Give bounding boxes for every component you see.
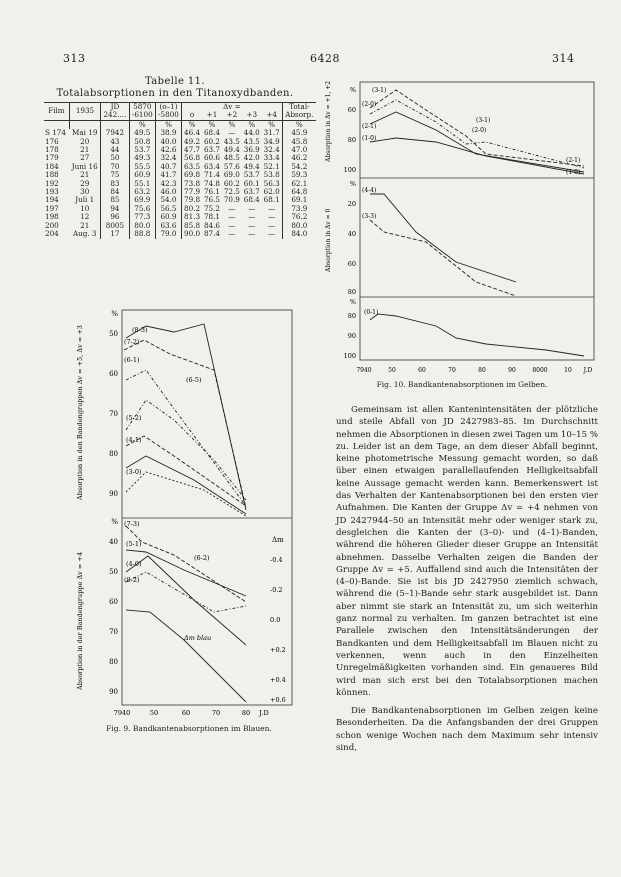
table-cell: 62.1 xyxy=(291,178,308,188)
table-cell: 200 xyxy=(45,220,59,230)
table-cell: Juni 16 xyxy=(69,163,100,171)
table-cell: 32.4 xyxy=(155,154,181,162)
table-cell: 36.9 xyxy=(243,145,260,155)
paragraph: Die Bandkantenabsorptionen im Gelben zeigen keine Besonderheiten. Da die Anfangsbanden der drei Gruppen schon wenige Wochen nach dem Maximum sehr intensiv sind, xyxy=(336,706,598,754)
table-cell: 84.0 xyxy=(291,229,308,239)
fig9-lower-ytick: 70 xyxy=(109,628,118,636)
fig10-xtick: J.D xyxy=(583,367,593,374)
table-cell: 87.4 xyxy=(203,229,220,239)
fig10-series-label: (3-3) xyxy=(362,213,377,220)
table-cell: 21 xyxy=(69,171,100,179)
table-cell: — xyxy=(228,128,236,138)
table-cell: 188 xyxy=(45,170,59,180)
table-cell: Mai 19 xyxy=(69,129,100,137)
table-cell: 74.8 xyxy=(203,178,220,188)
table-cell: 49.4 xyxy=(243,161,260,171)
fig9-right-label: Δm xyxy=(272,536,284,544)
table-cell: — xyxy=(262,213,282,221)
fig10-xtick: 10 xyxy=(564,367,572,374)
table-cell: 81.3 xyxy=(184,212,201,222)
unit: % xyxy=(188,119,196,129)
table-cell: 34.9 xyxy=(262,138,282,146)
fig9-right-tick: 0.0 xyxy=(270,616,281,624)
table-cell: 73.8 xyxy=(184,178,201,188)
fig10-series-label: (2-1) xyxy=(566,157,581,164)
table-cell: 45.8 xyxy=(291,136,308,146)
table-cell: — xyxy=(262,205,282,213)
unit: % xyxy=(295,119,303,129)
table-cell: 46.2 xyxy=(291,153,308,163)
fig9-caption: Fig. 9. Bandkantenabsorptionen im Blauen. xyxy=(106,724,272,733)
fig9-series-label: (5-1) xyxy=(126,540,142,548)
col-dv-2: +2 xyxy=(222,111,242,120)
col-jd-sub: 242.... xyxy=(101,111,130,120)
unit: % xyxy=(155,120,181,129)
fig10-series-label: (2-1) xyxy=(362,123,377,130)
table-cell: 49.2 xyxy=(184,136,201,146)
page-number-center: 6428 xyxy=(310,52,340,65)
table-cell: 84.6 xyxy=(203,220,220,230)
table-cell: 178 xyxy=(45,145,59,155)
col-dv-0: o xyxy=(182,111,202,120)
fig9-upper-ytick: 90 xyxy=(109,490,118,498)
table-cell: 53.7 xyxy=(129,146,155,154)
fig10-caption: Fig. 10. Bandkantenabsorptionen im Gelben. xyxy=(376,380,548,389)
table-cell: — xyxy=(248,212,256,222)
fig10-ytick: % xyxy=(349,298,356,306)
fig10-ytick: 100 xyxy=(343,166,356,174)
fig9-lower-ytick: % xyxy=(111,518,118,526)
table-cell: 76.5 xyxy=(203,195,220,205)
table-cell: 69.0 xyxy=(223,170,240,180)
table-cell: 71.4 xyxy=(203,170,220,180)
table-cell: 70.9 xyxy=(223,195,240,205)
table-cell: 85.8 xyxy=(184,220,201,230)
table-cell: 60.6 xyxy=(203,153,220,163)
fig9-xtick: 60 xyxy=(181,709,191,717)
table-cell: 8005 xyxy=(101,222,130,230)
table-cell: — xyxy=(248,203,256,213)
table-cell: 78.1 xyxy=(203,212,220,222)
table-cell: 55.1 xyxy=(129,180,155,188)
table-cell: 63.4 xyxy=(203,161,220,171)
fig10-ytick: 20 xyxy=(347,200,356,208)
col-5870-sub: -6100 xyxy=(129,111,155,120)
table-cell: 44 xyxy=(101,146,130,154)
page-number-left: 313 xyxy=(63,52,86,65)
fig9-xtick: 80 xyxy=(241,709,251,717)
fig9-series-label: (8-3) xyxy=(132,326,148,334)
fig9-series-label: (7-3) xyxy=(124,520,140,528)
table-cell: 63.7 xyxy=(243,187,260,197)
fig10-ytick: % xyxy=(349,180,356,188)
fig10-xtick: 8000 xyxy=(532,367,548,374)
fig10-ytick: 80 xyxy=(347,136,356,144)
fig9-xtick: 7940 xyxy=(113,709,131,717)
fig9-upper-ytick: 60 xyxy=(109,370,118,378)
table-cell: 27 xyxy=(69,154,100,162)
table-cell: 69.1 xyxy=(291,195,308,205)
table-cell: 56.3 xyxy=(262,180,282,188)
fig9-upper-ylabel: Absorption in den Bandengruppen Δv = +5, Δv = +3 xyxy=(76,325,84,500)
table-cell: 80.0 xyxy=(129,222,155,230)
col-dv: Δv = xyxy=(182,103,283,112)
fig9-series-label: (4-1) xyxy=(126,436,142,444)
table-cell: 68.1 xyxy=(262,196,282,204)
table-cell: — xyxy=(228,212,236,222)
figure-10 xyxy=(326,82,598,380)
col-jd: JD xyxy=(101,103,130,112)
table-cell: 68.4 xyxy=(203,128,220,138)
col-dv-1: +1 xyxy=(202,111,222,120)
table-cell: 76.1 xyxy=(203,187,220,197)
fig9-upper-ytick: 50 xyxy=(109,330,118,338)
table-cell: 21 xyxy=(69,222,100,230)
fig9-xtick: J.D xyxy=(259,709,269,717)
table-cell: 76.2 xyxy=(291,212,308,222)
table-title: Tabelle 11. xyxy=(145,76,205,87)
table-cell: 63.7 xyxy=(203,145,220,155)
table-cell: 192 xyxy=(45,178,59,188)
absorption-table xyxy=(44,102,316,239)
table-cell: 41.7 xyxy=(155,171,181,179)
fig10-ytick: % xyxy=(349,86,356,94)
table-cell: 60.1 xyxy=(243,178,260,188)
table-cell: 43 xyxy=(101,138,130,146)
unit: % xyxy=(248,119,256,129)
table-cell: 59.3 xyxy=(291,170,308,180)
table-cell: 42.3 xyxy=(155,180,181,188)
table-cell: 204 xyxy=(45,229,59,239)
table-cell: 40.0 xyxy=(155,138,181,146)
table-cell: 45.9 xyxy=(291,128,308,138)
table-cell: 46.4 xyxy=(184,128,201,138)
fig9-series-label: (6-1) xyxy=(124,356,140,364)
table-cell: 198 xyxy=(45,212,59,222)
table-cell: 43.5 xyxy=(223,136,240,146)
fig10-ytick: 40 xyxy=(347,230,356,238)
table-cell: 75.2 xyxy=(203,203,220,213)
table-cell: 84 xyxy=(101,188,130,196)
table-cell: 90.0 xyxy=(184,229,201,239)
table-cell: 56.5 xyxy=(155,205,181,213)
fig9-xtick: 50 xyxy=(149,709,159,717)
table-cell: 69.8 xyxy=(184,170,201,180)
fig9-upper-ytick: 70 xyxy=(109,410,118,418)
unit: % xyxy=(228,119,236,129)
fig10-ytick: 60 xyxy=(347,260,356,268)
unit: % xyxy=(208,119,216,129)
table-cell: 31.7 xyxy=(262,129,282,137)
table-cell: 83 xyxy=(101,180,130,188)
fig9-xtick: 70 xyxy=(211,709,221,717)
table-cell: 75 xyxy=(101,171,130,179)
fig9-right-tick: -0.4 xyxy=(270,556,283,564)
table-cell: — xyxy=(228,220,236,230)
table-cell: 38.9 xyxy=(155,129,181,137)
fig9-series-label: (3-0) xyxy=(126,468,142,476)
fig10-series-label: (3-1) xyxy=(476,117,491,124)
table-cell: 44.0 xyxy=(243,128,260,138)
figure-9 xyxy=(74,310,304,720)
table-cell: 7942 xyxy=(101,129,130,137)
fig9-lower-ytick: 80 xyxy=(109,658,118,666)
table-cell: 52.1 xyxy=(262,163,282,171)
fig10-series-label: (4-4) xyxy=(362,187,377,194)
col-total: Total- xyxy=(289,102,310,111)
table-cell: 29 xyxy=(69,180,100,188)
unit: % xyxy=(262,120,282,129)
table-cell: 60.2 xyxy=(203,136,220,146)
table-cell: 193 xyxy=(45,187,59,197)
table-cell: — xyxy=(262,230,282,238)
table-cell: — xyxy=(248,229,256,239)
col-dv-3: +3 xyxy=(242,111,262,120)
fig9-lower-ytick: 90 xyxy=(109,688,118,696)
col-5870: 5870 xyxy=(129,103,155,112)
fig9-upper-ytick: % xyxy=(111,310,118,318)
table-cell: 47.7 xyxy=(184,145,201,155)
table-cell: 176 xyxy=(45,136,59,146)
fig9-lower-ytick: 50 xyxy=(109,568,118,576)
fig10-series-label: (1-0) xyxy=(566,169,581,176)
body-text xyxy=(336,404,598,754)
table-cell: 88.8 xyxy=(129,230,155,238)
fig10-ytick: 60 xyxy=(347,106,356,114)
table-cell: 79.8 xyxy=(184,195,201,205)
fig10-series-label: (2-0) xyxy=(362,101,377,108)
fig10-xtick: 50 xyxy=(388,367,396,374)
table-cell: 30 xyxy=(69,188,100,196)
fig9-series-label: (7-2) xyxy=(124,338,140,346)
fig10-series-label: (3-1) xyxy=(372,87,387,94)
fig10-series-label: (0-1) xyxy=(364,309,379,316)
table-cell: 194 xyxy=(45,195,59,205)
table-cell: Aug. 3 xyxy=(69,230,100,238)
table-cell: 12 xyxy=(69,213,100,221)
table-cell: 60.9 xyxy=(155,213,181,221)
table-cell: 56.8 xyxy=(184,153,201,163)
table-cell: 179 xyxy=(45,153,59,163)
table-cell: 32.4 xyxy=(262,146,282,154)
table-cell: 70 xyxy=(101,163,130,171)
col-year: 1935 xyxy=(69,103,100,121)
table-cell: 42.6 xyxy=(155,146,181,154)
fig10-xtick: 60 xyxy=(418,367,426,374)
table-cell: 77.3 xyxy=(129,213,155,221)
table-cell: 53.7 xyxy=(243,170,260,180)
table-cell: 53.8 xyxy=(262,171,282,179)
col-dv-4: +4 xyxy=(262,111,282,120)
table-cell: 49.4 xyxy=(223,145,240,155)
table-cell: 63.6 xyxy=(155,222,181,230)
table-cell: 77.9 xyxy=(184,187,201,197)
table-cell: 46.0 xyxy=(155,188,181,196)
table-cell: 40.7 xyxy=(155,163,181,171)
col-total-sub: Absorp. xyxy=(282,111,316,120)
table-cell: 54.2 xyxy=(291,161,308,171)
fig9-right-tick: +0.4 xyxy=(270,676,286,684)
table-cell: S 174 xyxy=(45,128,66,138)
table-cell: — xyxy=(262,222,282,230)
table-cell: 47.0 xyxy=(291,145,308,155)
table-cell: Juli 1 xyxy=(69,196,100,204)
table-cell: 63.5 xyxy=(184,161,201,171)
fig9-right-tick: +0.6 xyxy=(270,696,286,704)
fig10-ytick: 100 xyxy=(343,352,356,360)
fig9-lower-ytick: 40 xyxy=(109,538,118,546)
fig9-right-tick: -0.2 xyxy=(270,586,283,594)
table-cell: — xyxy=(228,203,236,213)
table-cell: 75.6 xyxy=(129,205,155,213)
fig10-series-label: (2-0) xyxy=(472,127,487,134)
fig10-series-label: (1-0) xyxy=(362,135,377,142)
fig10-xtick: 90 xyxy=(508,367,516,374)
col-o1-sub: -5800 xyxy=(155,111,181,120)
table-cell: 42.0 xyxy=(243,153,260,163)
table-cell: 43.5 xyxy=(243,136,260,146)
fig10-xtick: 80 xyxy=(478,367,486,374)
table-cell: 49.3 xyxy=(129,154,155,162)
table-cell: 69.9 xyxy=(129,196,155,204)
fig10-panel1-ylabel: Absorption in Δv = +1, +2 xyxy=(325,80,332,162)
table-cell: 20 xyxy=(69,138,100,146)
table-subtitle: Totalabsorptionen in den Titanoxydbanden. xyxy=(56,88,294,99)
table-cell: 72.5 xyxy=(223,187,240,197)
table-row xyxy=(44,230,316,238)
fig10-ytick: 90 xyxy=(347,332,356,340)
table-cell: 80.0 xyxy=(291,220,308,230)
table-cell: 60.9 xyxy=(129,171,155,179)
fig9-series-label: (6-5) xyxy=(186,376,202,384)
fig9-series-label: (5-2) xyxy=(126,414,142,422)
unit: % xyxy=(129,120,155,129)
table-cell: 55.5 xyxy=(129,163,155,171)
fig10-ytick: 80 xyxy=(347,312,356,320)
fig10-ytick: 80 xyxy=(347,288,356,296)
table-cell: 73.9 xyxy=(291,203,308,213)
fig9-upper-ytick: 80 xyxy=(109,450,118,458)
fig9-lower-ylabel: Absorption in der Bandengruppe Δv = +4 xyxy=(76,552,84,690)
table-cell: 96 xyxy=(101,213,130,221)
table-cell: — xyxy=(228,229,236,239)
table-cell: 49.5 xyxy=(129,129,155,137)
fig10-xtick: 7940 xyxy=(356,367,372,374)
fig10-panel2-ylabel: Absorption in Δv = 0 xyxy=(325,208,332,272)
col-o1: (o–1) xyxy=(155,103,181,112)
fig10-xtick: 70 xyxy=(448,367,456,374)
table-cell: 197 xyxy=(45,203,59,213)
paragraph: Gemeinsam ist allen Kantenintensitäten der plötzliche und steile Abfall von JD 2427983–85. Im Durchschnitt nehmen die Absorptionen in diesen zwei Tagen um 10–15 % zu. Leider ist an dem Tage, an dem dieser Abfall beginnt, keine photometrische Messung gemacht worden, so daß über einen etwaigen parallellaufenden Helligkeitsabfall keine Aussage gemacht werden kann. Bemerkenswert ist das Verhalten der Kantenabsorptionen bei den ersten vier Aufnahmen. Die Kanten der Gruppe Δv = +4 nehmen von JD 2427944–50 an Intensität mehr oder weniger stark zu, desgleichen die Kanten der (3–0)- und (4–1)-Banden, während die höheren Glieder dieser Gruppe an Intensität abnehmen. Dasselbe Verhalten zeigen die Banden der Gruppe Δv = +5. Auffallend sind auch die Intensitäten der (4–0)-Bande. Sie ist bis JD 2427950 ziemlich schwach, während die (5–1)-Bande sehr stark ausgebildet ist. Dann aber nimmt sie stark an Intensität zu, um sich weiterhin ganz normal zu verhalten. Im ganzen betrachtet ist eine Parallele zwischen den Intensitätsänderungen der Bandkanten und dem Helligkeitsabfall im Blauen nicht zu verkennen, wenn auch in den Einzelheiten Unregelmäßigkeiten vorhanden sind. Ein genaueres Bild wird man sich erst bei den Totalabsorptionen machen können. xyxy=(336,405,598,698)
table-cell: 17 xyxy=(101,230,130,238)
fig9-series-label: (4-0) xyxy=(126,560,142,568)
fig9-lower-ytick: 60 xyxy=(109,598,118,606)
fig9-dm-label: Δm blau xyxy=(184,634,212,642)
table-cell: 60.2 xyxy=(223,178,240,188)
table-cell: 68.4 xyxy=(243,195,260,205)
table-cell: 64.8 xyxy=(291,187,308,197)
col-film: Film xyxy=(44,103,69,121)
fig9-series-label: (8-2) xyxy=(124,576,140,584)
table-cell: 33.4 xyxy=(262,154,282,162)
table-cell: 10 xyxy=(69,205,100,213)
table-cell: — xyxy=(248,220,256,230)
table-cell: 50 xyxy=(101,154,130,162)
table-cell: 184 xyxy=(45,161,59,171)
table-cell: 63.2 xyxy=(129,188,155,196)
fig9-series-label: (6-2) xyxy=(194,554,210,562)
table-cell: 48.5 xyxy=(223,153,240,163)
table-body xyxy=(44,120,316,238)
table-cell: 94 xyxy=(101,205,130,213)
table-cell: 50.8 xyxy=(129,138,155,146)
page-number-right: 314 xyxy=(552,52,575,65)
table-cell: 62.0 xyxy=(262,188,282,196)
table-cell: 21 xyxy=(69,146,100,154)
table-cell: 85 xyxy=(101,196,130,204)
table-cell: 79.0 xyxy=(155,230,181,238)
table-cell: 57.6 xyxy=(223,161,240,171)
table-cell: 54.0 xyxy=(155,196,181,204)
table-cell: 80.2 xyxy=(184,203,201,213)
fig9-right-tick: +0.2 xyxy=(270,646,286,654)
